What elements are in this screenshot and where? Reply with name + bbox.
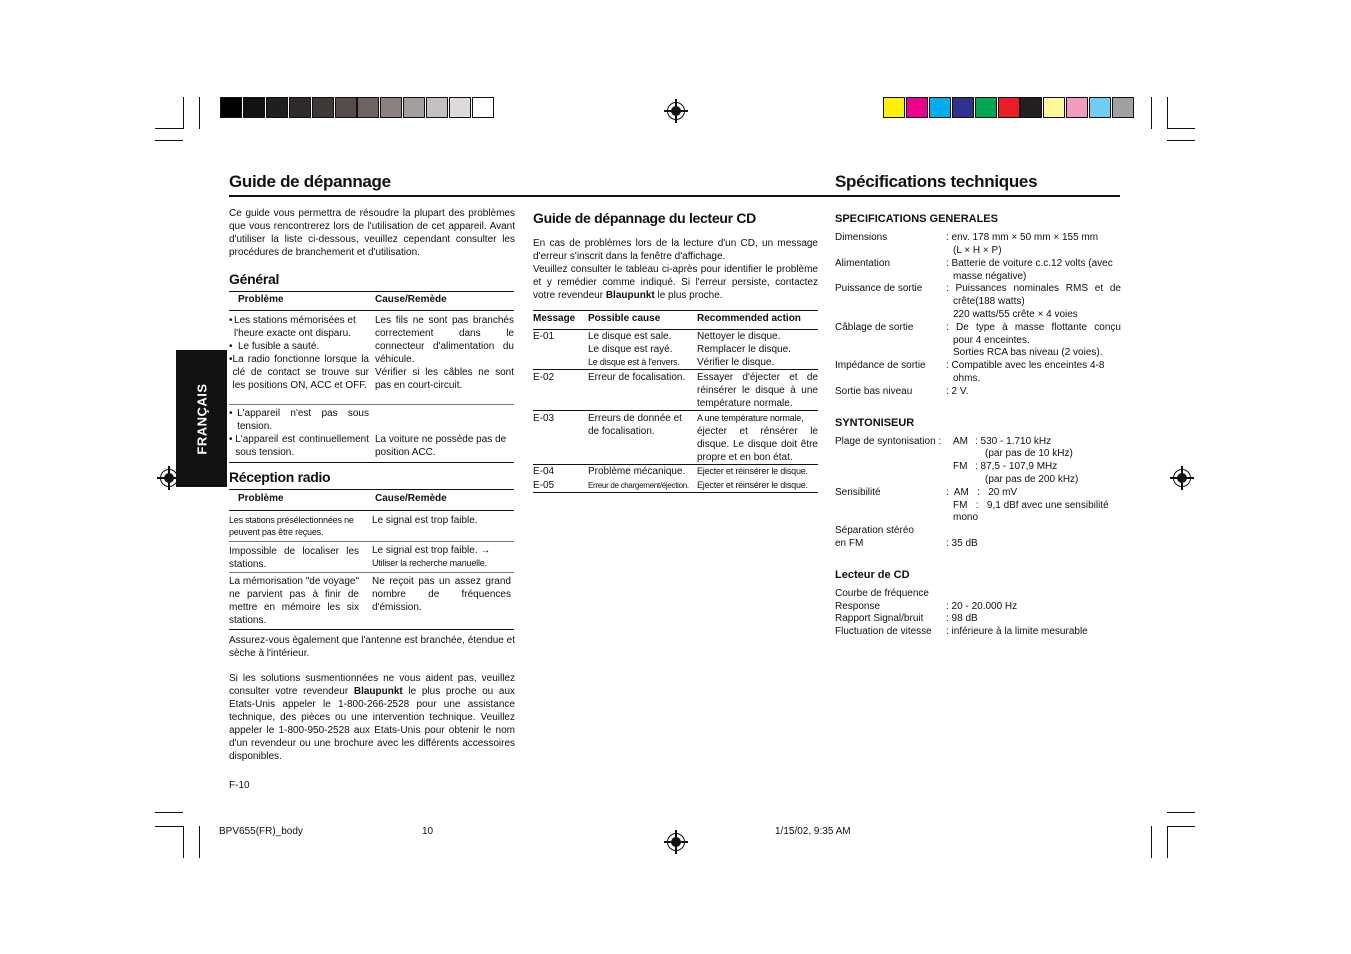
color-swatch [335, 97, 357, 118]
table-cell: Le disque est sale. Le disque est rayé. Le disque est à l'envers. [588, 331, 680, 367]
spec-label: Câblage de sortie [835, 322, 914, 333]
table-rule [229, 572, 514, 573]
crop-mark [1167, 140, 1195, 141]
table-cell: Nettoyer le disque. Remplacer le disque. Vérifier le disque. [697, 331, 791, 368]
color-swatch [1020, 97, 1042, 118]
color-swatch [266, 97, 288, 118]
table-rule [229, 489, 514, 490]
registration-mark-icon [667, 102, 685, 120]
spec-label: Dimensions [835, 232, 888, 243]
table-cell: Erreur de chargement/éjection. [588, 481, 689, 490]
color-swatch [1043, 97, 1065, 118]
crop-mark [1167, 812, 1195, 813]
crop-mark [1167, 826, 1168, 858]
specs-cd-heading: Lecteur de CD [835, 569, 910, 581]
table-rule [533, 310, 818, 311]
color-swatch [1066, 97, 1088, 118]
crop-mark [1167, 826, 1195, 827]
spec-value: ohms. [953, 373, 981, 384]
color-swatch [1112, 97, 1134, 118]
table-cell: • Les stations mémorisées et l'heure exacte ont disparu. • Le fusible a sauté. • La radio fonctionne lorsque la clé de contact se trouve sur les positions ON, ACC et OFF. [229, 315, 369, 391]
spec-value: 220 watts/55 crête × 4 voies [953, 309, 1078, 320]
spec-label: Puissance de sortie [835, 283, 923, 294]
table-cell: Le signal est trop faible. [372, 515, 478, 526]
registration-mark-icon [667, 833, 685, 851]
color-swatch [449, 97, 471, 118]
error-code: E-02 [533, 372, 555, 383]
table-rule [533, 410, 818, 411]
spec-label: Response [835, 601, 881, 612]
spec-value: : AM : 20 mV [946, 487, 1018, 498]
cd-col-action: Recommended action [697, 313, 801, 324]
spec-value: pour 4 enceintes. [953, 335, 1030, 346]
registration-mark-icon [1173, 469, 1191, 487]
table-rule [533, 369, 818, 370]
error-code: E-01 [533, 331, 555, 342]
crop-mark [1167, 128, 1195, 129]
spec-value: : inférieure à la limite mesurable [946, 626, 1088, 637]
crop-mark [155, 128, 183, 129]
table-rule [229, 310, 514, 311]
table-cell: Problème mécanique. [588, 466, 686, 477]
error-code: E-03 [533, 413, 555, 424]
spec-label: en FM [835, 538, 864, 549]
color-swatch [403, 97, 425, 118]
spec-value: (par pas de 200 kHz) [985, 474, 1079, 485]
table-cell: Ne reçoit pas un assez grand nombre de fréquences d'émission. [372, 576, 511, 613]
cd-heading: Guide de dépannage du lecteur CD [533, 210, 756, 226]
radio-heading: Réception radio [229, 469, 331, 485]
spec-label: Alimentation [835, 258, 891, 269]
table-cell: • L'appareil n'est pas sous tension. • L'appareil est continuellement sous tension. [229, 408, 369, 458]
crop-mark [155, 826, 183, 827]
spec-value: FM : 9,1 dBf avec une sensibilité [953, 500, 1109, 511]
spec-value: : 20 - 20.000 Hz [946, 601, 1018, 612]
antenna-note: Assurez-vous également que l'antenne est branchée, étendue et sèche à l'intérieur. [229, 635, 515, 659]
spec-value: : 98 dB [946, 613, 978, 624]
color-swatch [220, 97, 242, 118]
spec-value: mono [953, 512, 979, 523]
table-rule [229, 462, 514, 463]
crop-mark [199, 97, 200, 129]
table-rule [229, 291, 514, 292]
spec-value: : Puissances nominales RMS et de [946, 283, 1121, 294]
radio-col-problem: Problème [238, 493, 284, 504]
color-swatch [998, 97, 1020, 118]
language-tab: FRANÇAIS [176, 350, 227, 487]
spec-label: Impédance de sortie [835, 360, 926, 371]
crop-mark [183, 97, 184, 129]
specs-general-heading: SPECIFICATIONS GENERALES [835, 213, 998, 225]
spec-value: : Batterie de voiture c.c.12 volts (avec [946, 258, 1113, 269]
spec-value: : 530 - 1.710 kHz [975, 436, 1052, 447]
table-rule [533, 492, 818, 493]
table-cell: Impossible de localiser les stations. [229, 546, 359, 570]
spec-value: crête(188 watts) [953, 296, 1025, 307]
color-swatch [975, 97, 997, 118]
support-note: Si les solutions susmentionnées ne vous aident pas, veuillez consulter votre revendeur Blaupunkt le plus proche ou aux Etats-Unis appeler le 1-800-266-2528 pour une assistance technique, des pièces ou une intervention technique. Veuillez appeler le 1-800-950-2528 aux Etats-Unis pour obtenir le nom d'un revendeur ou une brochure avec les différents accessoires disponibles. [229, 673, 516, 762]
color-swatch [952, 97, 974, 118]
crop-mark [1167, 97, 1168, 129]
spec-value: (par pas de 10 kHz) [985, 448, 1073, 459]
spec-value: : 35 dB [946, 538, 978, 549]
color-swatch [243, 97, 265, 118]
table-rule [229, 629, 514, 630]
general-heading: Général [229, 271, 280, 287]
spec-value: : Compatible avec les enceintes 4-8 [946, 360, 1105, 371]
spec-value: : 87,5 - 107,9 MHz [975, 461, 1058, 472]
color-swatch [929, 97, 951, 118]
spec-value: Sorties RCA bas niveau (2 voies). [953, 347, 1103, 358]
table-cell: La mémorisation "de voyage" ne parvient pas à finir de mettre en mémoire les six stations. [229, 576, 359, 626]
color-swatch [312, 97, 334, 118]
crop-mark [155, 140, 183, 141]
table-rule [229, 541, 514, 542]
title-rule [229, 195, 1120, 197]
color-swatch [426, 97, 448, 118]
error-code: E-04 [533, 466, 555, 477]
table-cell: Le signal est trop faible. → Utiliser la recherche manuelle. [372, 545, 491, 568]
table-cell: A une température normale, éjecter et rénsérer le disque. Le disque doit être propre et en bon état. [697, 413, 818, 463]
table-cell: Erreur de focalisation. [588, 372, 686, 383]
table-cell: Les fils ne sont pas branchés correctement dans le connecteur d'alimentation du véhicule. Vérifier si les câbles ne sont pas en court-circuit. [375, 315, 514, 391]
spec-label: Sortie bas niveau [835, 386, 913, 397]
table-rule [229, 510, 514, 511]
spec-value: FM [953, 461, 968, 472]
spec-label: Rapport Signal/bruit [835, 613, 924, 624]
crop-mark [1151, 97, 1152, 129]
color-swatch [289, 97, 311, 118]
spec-label: Séparation stéréo [835, 525, 914, 536]
table-cell: Les stations présélectionnées ne peuvent pas être reçues. [229, 515, 354, 537]
table-cell: Ejecter et réinsérer le disque. [697, 480, 808, 490]
table-cell: La voiture ne possède pas de position ACC. [375, 434, 507, 458]
left-page-title: Guide de dépannage [229, 172, 391, 191]
cd-col-message: Message [533, 313, 576, 324]
color-swatch [883, 97, 905, 118]
spec-label: Plage de syntonisation : [835, 436, 942, 447]
right-page-title: Spécifications techniques [835, 172, 1038, 191]
page-number: F-10 [229, 780, 250, 791]
error-code: E-05 [533, 480, 555, 491]
table-rule [229, 404, 514, 405]
footer-date: 1/15/02, 9:35 AM [775, 826, 851, 837]
spec-value: masse négative) [953, 271, 1027, 282]
general-col-problem: Problème [238, 294, 284, 305]
spec-value: : 2 V. [946, 386, 969, 397]
crop-mark [1151, 826, 1152, 858]
spec-value: AM [953, 436, 968, 447]
crop-mark [155, 812, 183, 813]
radio-col-cause: Cause/Remède [375, 493, 447, 504]
specs-tuner-heading: SYNTONISEUR [835, 417, 915, 429]
cd-col-cause: Possible cause [588, 313, 661, 324]
color-swatch [1089, 97, 1111, 118]
spec-label: Sensibilité [835, 487, 881, 498]
spec-value: : De type à masse flottante conçu [946, 322, 1121, 333]
color-swatch [906, 97, 928, 118]
footer-file: BPV655(FR)_body [219, 826, 303, 837]
intro-text: Ce guide vous permettra de résoudre la plupart des problèmes que vous rencontrerez lors de l'utilisation de cet appareil. Avant d'utiliser la liste ci-dessous, veuillez cependant consulter les procédures de branchement et d'utilisation. [229, 208, 515, 258]
table-cell: Ejecter et réinsérer le disque. [697, 466, 808, 476]
color-swatch [380, 97, 402, 118]
color-swatch [472, 97, 494, 118]
general-col-cause: Cause/Remède [375, 294, 447, 305]
spec-value: : env. 178 mm × 50 mm × 155 mm [946, 232, 1099, 243]
spec-label: Courbe de fréquence [835, 588, 929, 599]
table-cell: Erreurs de donnée et de focalisation. [588, 413, 682, 437]
spec-value: (L × H × P) [953, 245, 1002, 256]
crop-mark [199, 826, 200, 858]
spec-label: Fluctuation de vitesse [835, 626, 932, 637]
crop-mark [183, 826, 184, 858]
footer-page: 10 [422, 826, 434, 837]
table-cell: Essayer d'éjecter et de réinsérer le disque à une température normale. [697, 372, 818, 409]
cd-intro: En cas de problèmes lors de la lecture d'un CD, un message d'erreur s'inscrit dans la fenêtre d'affichage. Veuillez consulter le tableau ci-après pour identifier le problème et y remédier comme indiqué. Si l'erreur persiste, contactez votre revendeur Blaupunkt le plus proche. [533, 238, 818, 301]
color-swatch [357, 97, 379, 118]
